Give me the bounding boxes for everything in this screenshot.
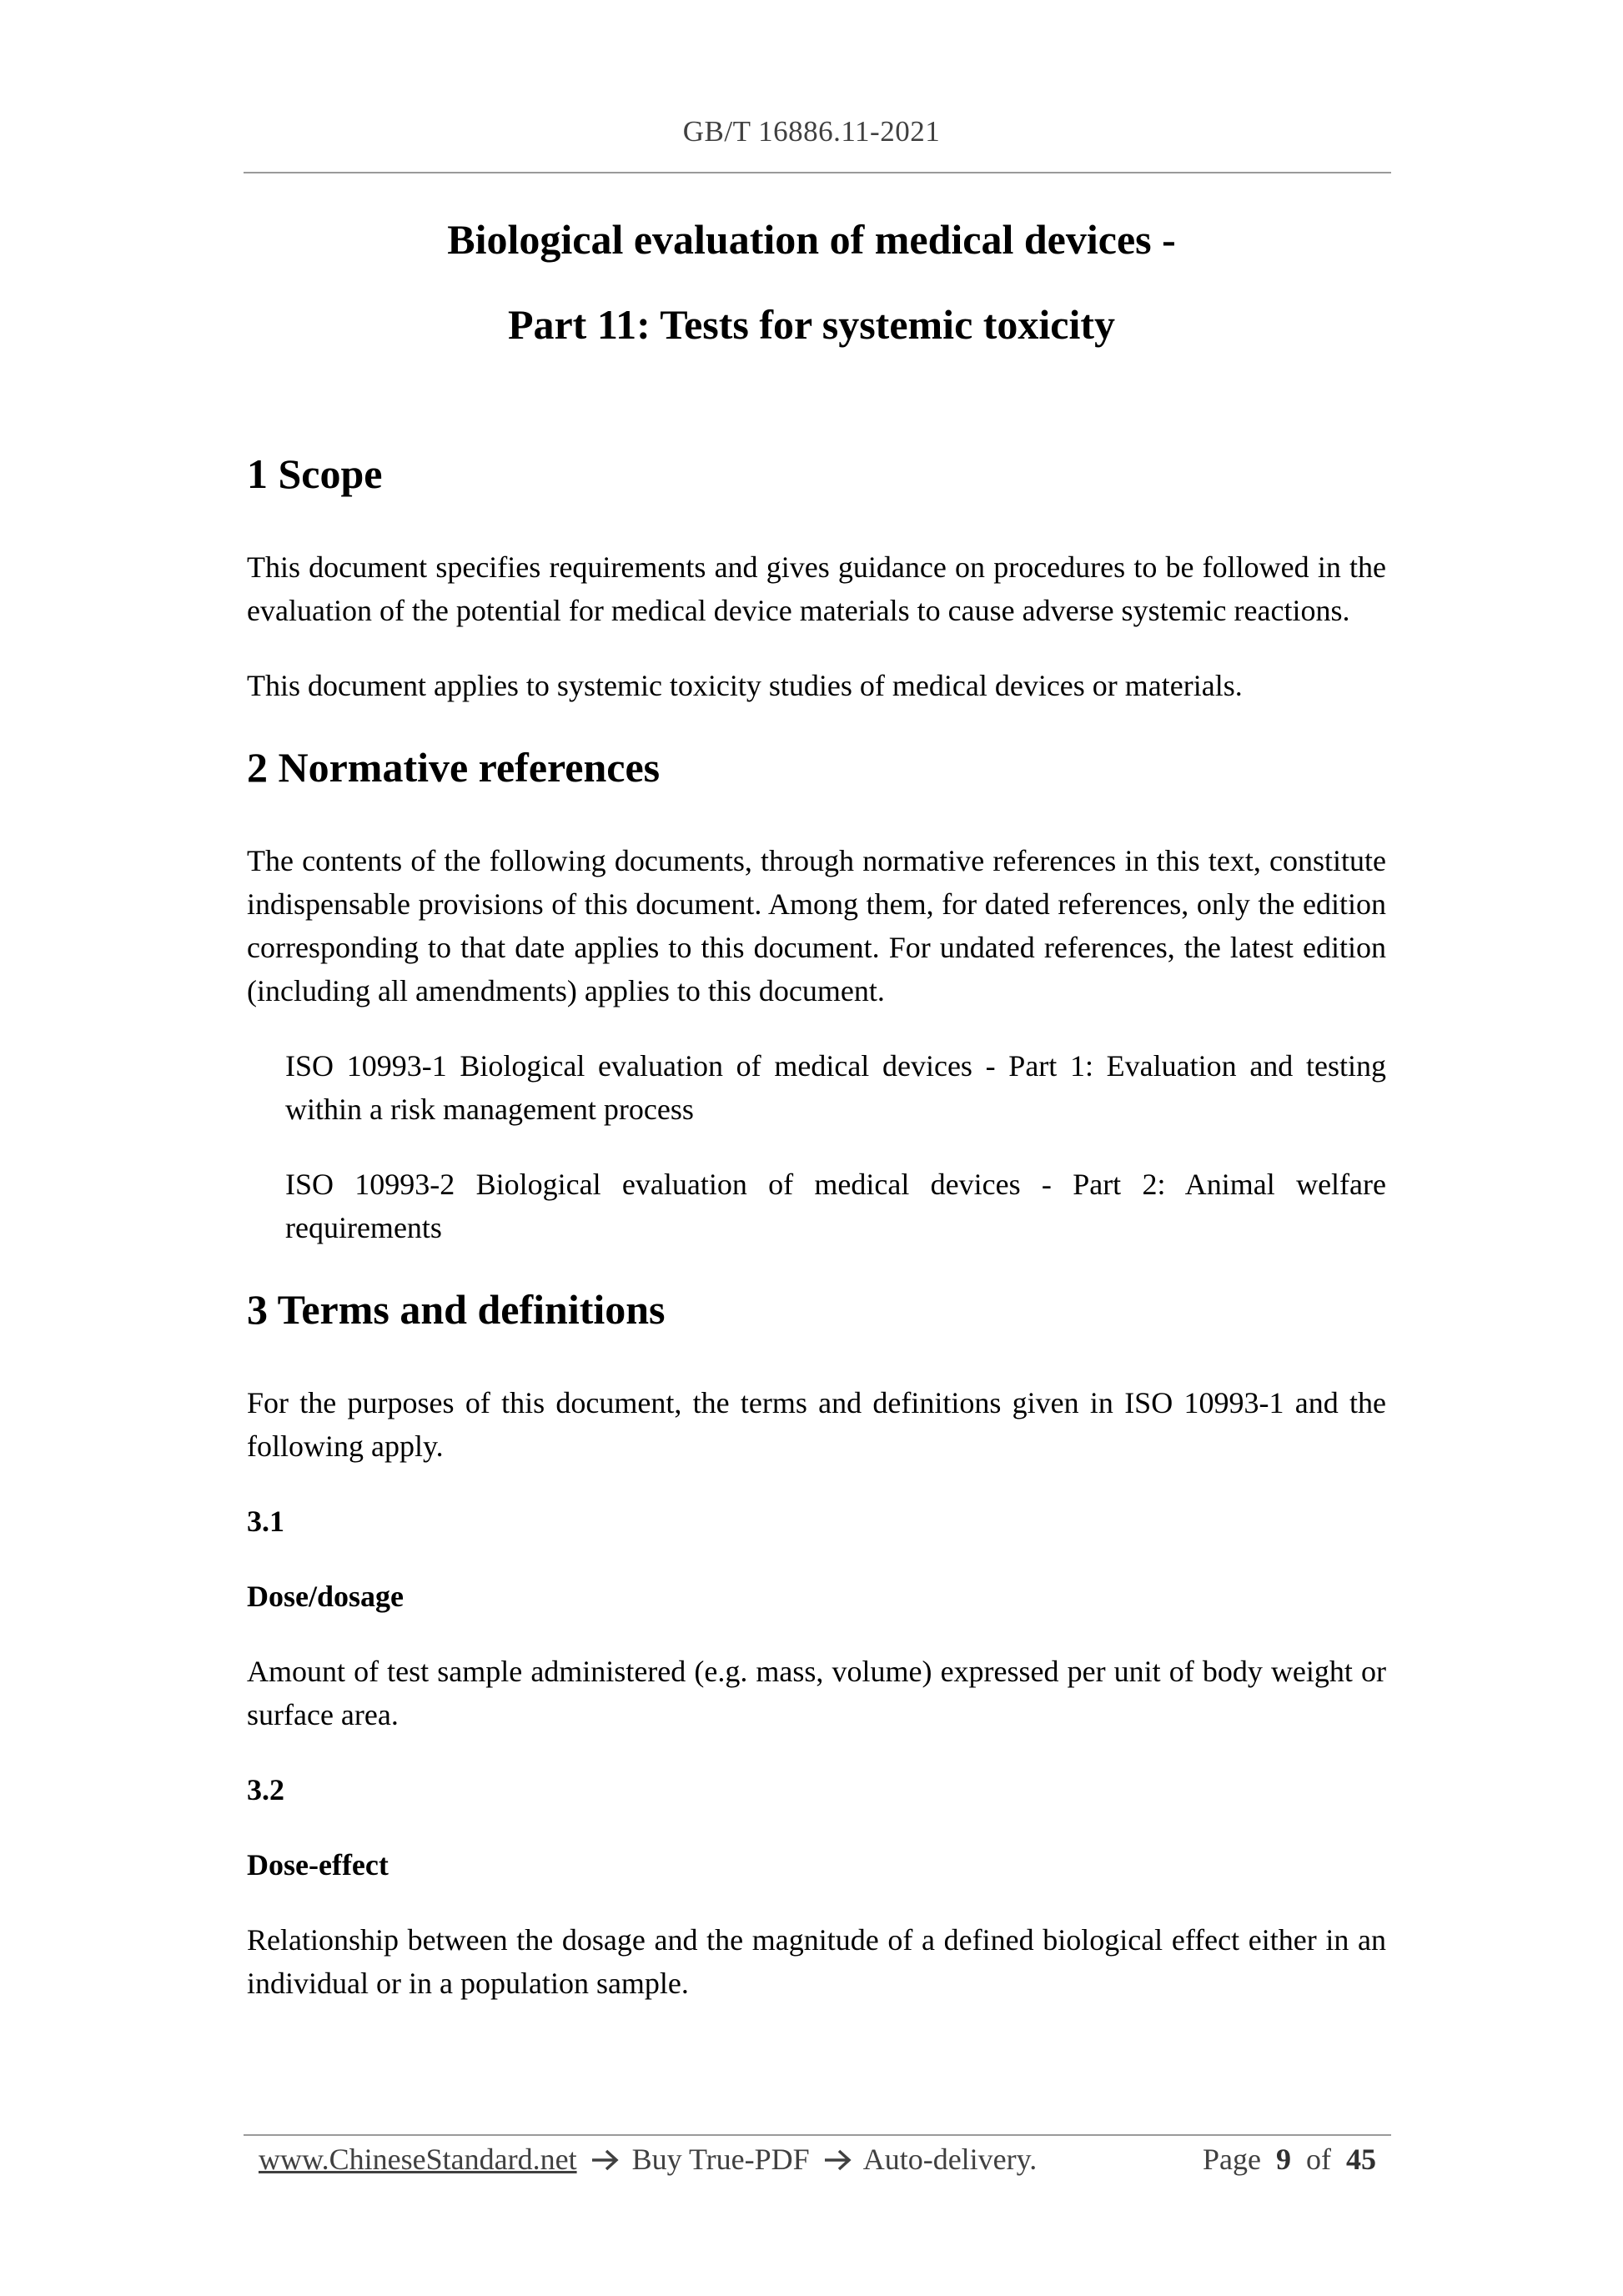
- term-definition: Amount of test sample administered (e.g. mass, volume) expressed per unit of body weight or surface area.: [247, 1655, 1386, 1731]
- page-header: GB/T 16886.11-2021: [682, 115, 941, 148]
- page-indicator: [1203, 2142, 1376, 2177]
- buy-pdf-text: Buy True-PDF: [631, 2143, 810, 2176]
- page-number: 9: [1276, 2143, 1291, 2176]
- scope-paragraph-2: This document applies to systemic toxicity studies of medical devices or materials.: [247, 669, 1243, 702]
- normative-paragraph: The contents of the following documents, through normative references in this text, constitute indispensable provisions of this document. Among them, for dated references, only the edition corresponding to that date applies to this document. For undated references, the latest edition (including all amendments) applies to this document.: [247, 844, 1386, 1007]
- arrow-right-icon: [822, 2148, 852, 2173]
- term-name: Dose-effect: [247, 1848, 389, 1882]
- scope-paragraph-1: This document specifies requirements and gives guidance on procedures to be followed in the evaluation of the potential for medical device materials to cause adverse systemic reactions.: [247, 550, 1386, 627]
- section-heading-normative-references: 2 Normative references: [247, 744, 661, 791]
- normative-reference-item: ISO 10993-1 Biological evaluation of medical devices - Part 1: Evaluation and testing within a risk management process: [285, 1049, 1386, 1126]
- term-number: 3.2: [247, 1773, 284, 1806]
- terms-intro-paragraph: For the purposes of this document, the terms and definitions given in ISO 10993-1 and the following apply.: [247, 1386, 1386, 1463]
- document-title-line-2: Part 11: Tests for systemic toxicity: [507, 301, 1116, 348]
- auto-delivery-text: Auto-delivery.: [862, 2143, 1038, 2176]
- normative-reference-item: ISO 10993-2 Biological evaluation of medical devices - Part 2: Animal welfare requirements: [285, 1168, 1386, 1244]
- term-name: Dose/dosage: [247, 1580, 404, 1613]
- footer-promo: [259, 2142, 1037, 2177]
- page-label: Page: [1203, 2143, 1261, 2176]
- term-number: 3.1: [247, 1505, 284, 1538]
- term-definition: Relationship between the dosage and the magnitude of a defined biological effect either in an individual or in a population sample.: [247, 1923, 1386, 2000]
- header-divider: [244, 172, 1391, 173]
- section-heading-scope: 1 Scope: [247, 450, 383, 497]
- footer-divider: [244, 2134, 1391, 2136]
- of-label: of: [1306, 2143, 1331, 2176]
- total-pages: 45: [1346, 2143, 1376, 2176]
- document-body: [247, 449, 1386, 2005]
- arrow-right-icon: [590, 2148, 620, 2173]
- website-link[interactable]: www.ChineseStandard.net: [259, 2143, 577, 2176]
- document-title-line-1: Biological evaluation of medical devices -: [447, 216, 1176, 263]
- section-heading-terms-definitions: 3 Terms and definitions: [247, 1286, 666, 1333]
